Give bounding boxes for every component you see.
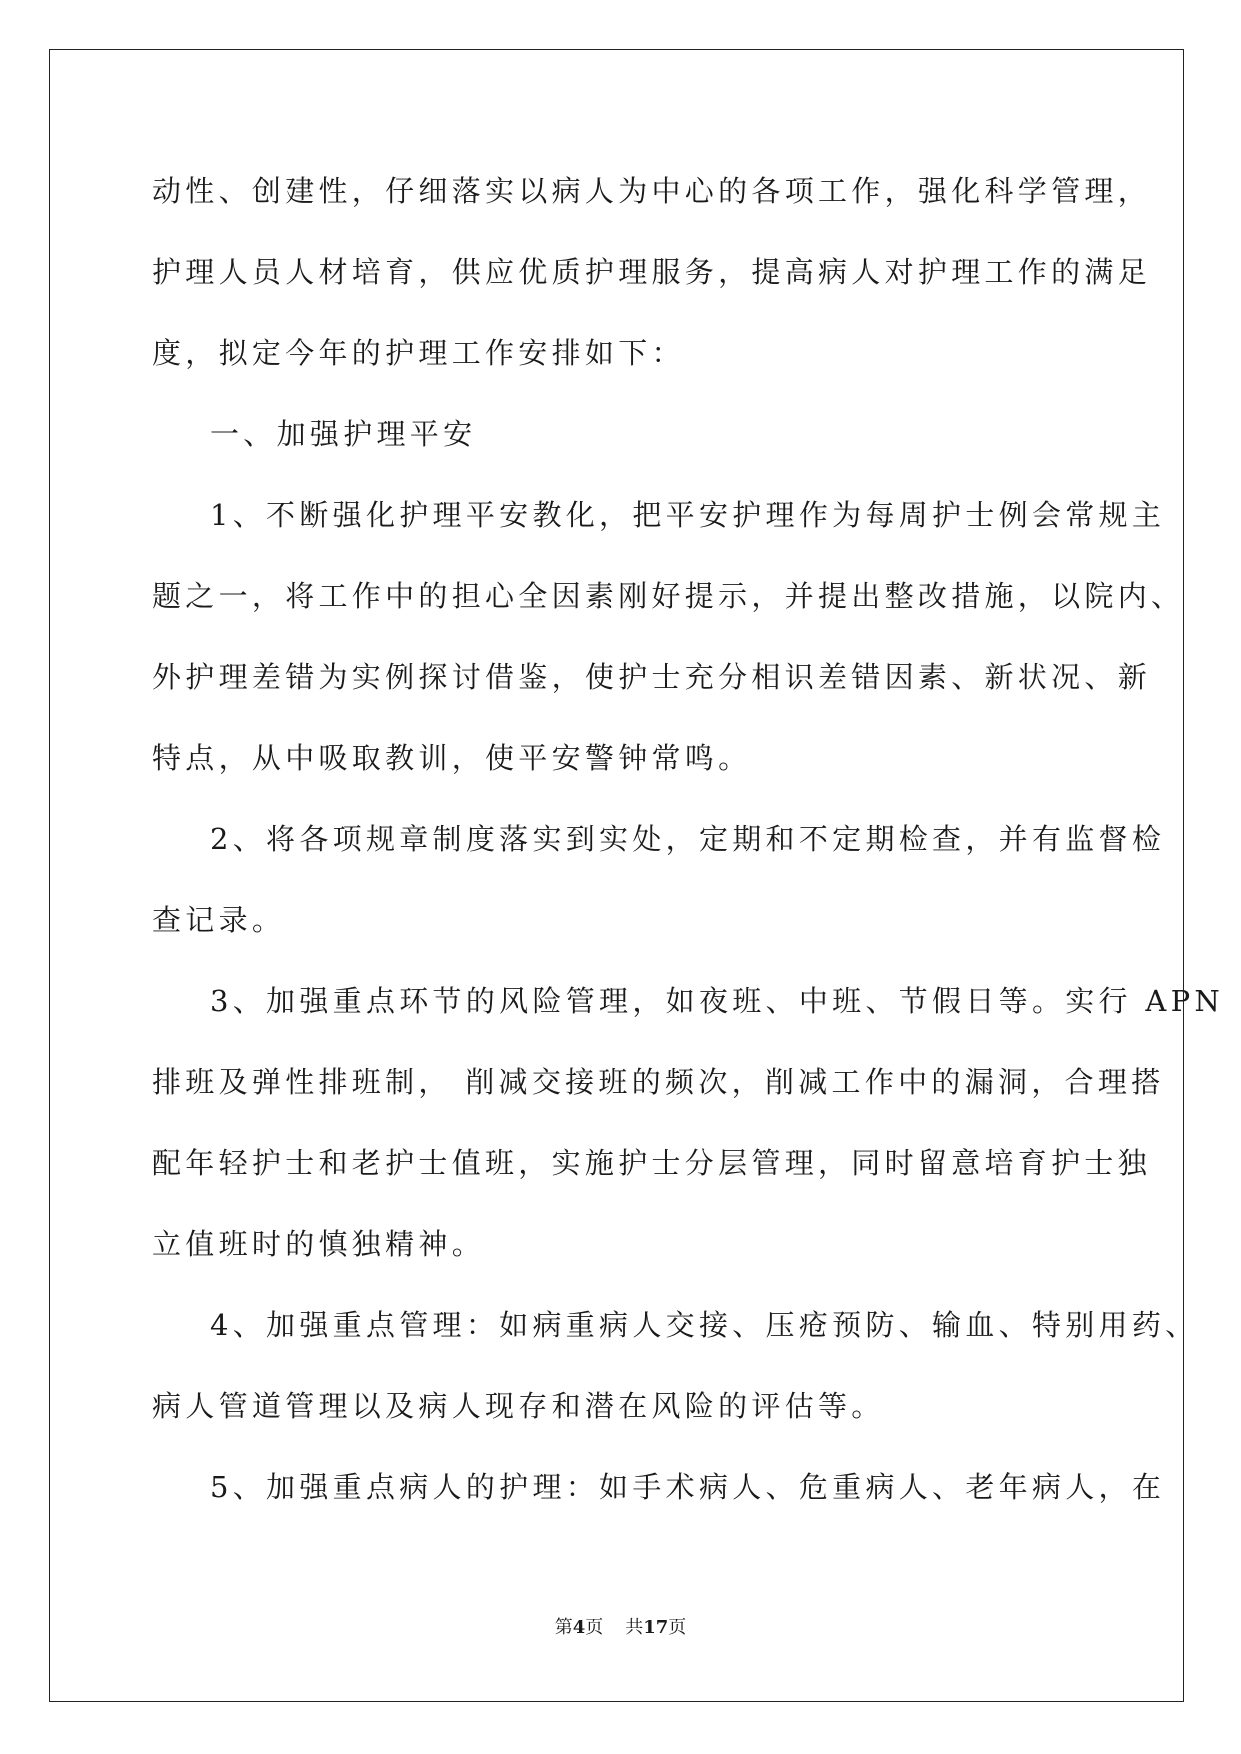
text-line: 配年轻护士和老护士值班，实施护士分层管理，同时留意培育护士独 bbox=[152, 1146, 1152, 1180]
total-page-count: 17 bbox=[643, 1617, 669, 1638]
text-line: 护理人员人材培育，供应优质护理服务，提高病人对护理工作的满足 bbox=[152, 255, 1152, 289]
text-line: 2、将各项规章制度落实到实处，定期和不定期检查，并有监督检 bbox=[210, 822, 1166, 856]
text-line: 5、加强重点病人的护理：如手术病人、危重病人、老年病人，在 bbox=[210, 1470, 1166, 1504]
text-line: 病人管道管理以及病人现存和潜在风险的评估等。 bbox=[152, 1389, 885, 1423]
section-heading: 一、加强护理平安 bbox=[210, 417, 477, 451]
text-line: 3、加强重点环节的风险管理，如夜班、中班、节假日等。实行 APN bbox=[210, 984, 1225, 1018]
text-line: 1、不断强化护理平安教化，把平安护理作为每周护士例会常规主 bbox=[210, 498, 1166, 532]
page-footer bbox=[0, 1616, 1241, 1640]
text-line: 度，拟定今年的护理工作安排如下： bbox=[152, 336, 685, 370]
total-suffix: 页 bbox=[668, 1617, 687, 1638]
page-suffix: 页 bbox=[585, 1617, 604, 1638]
text-line: 4、加强重点管理：如病重病人交接、压疮预防、输血、特别用药、 bbox=[210, 1308, 1199, 1342]
text-line: 查记录。 bbox=[152, 903, 286, 937]
page-prefix: 第 bbox=[554, 1617, 573, 1638]
text-line: 排班及弹性排班制， 削减交接班的频次，削减工作中的漏洞，合理搭 bbox=[152, 1065, 1165, 1099]
document-body bbox=[152, 161, 1225, 1538]
text-line: 动性、创建性，仔细落实以病人为中心的各项工作，强化科学管理， bbox=[152, 174, 1152, 208]
text-line: 立值班时的慎独精神。 bbox=[152, 1227, 486, 1261]
total-prefix: 共 bbox=[625, 1617, 644, 1638]
current-page-number: 4 bbox=[572, 1617, 586, 1638]
text-line: 特点，从中吸取教训，使平安警钟常鸣。 bbox=[152, 741, 752, 775]
text-line: 外护理差错为实例探讨借鉴，使护士充分相识差错因素、新状况、新 bbox=[152, 660, 1152, 694]
text-line: 题之一，将工作中的担心全因素刚好提示，并提出整改措施，以院内、 bbox=[152, 579, 1185, 613]
